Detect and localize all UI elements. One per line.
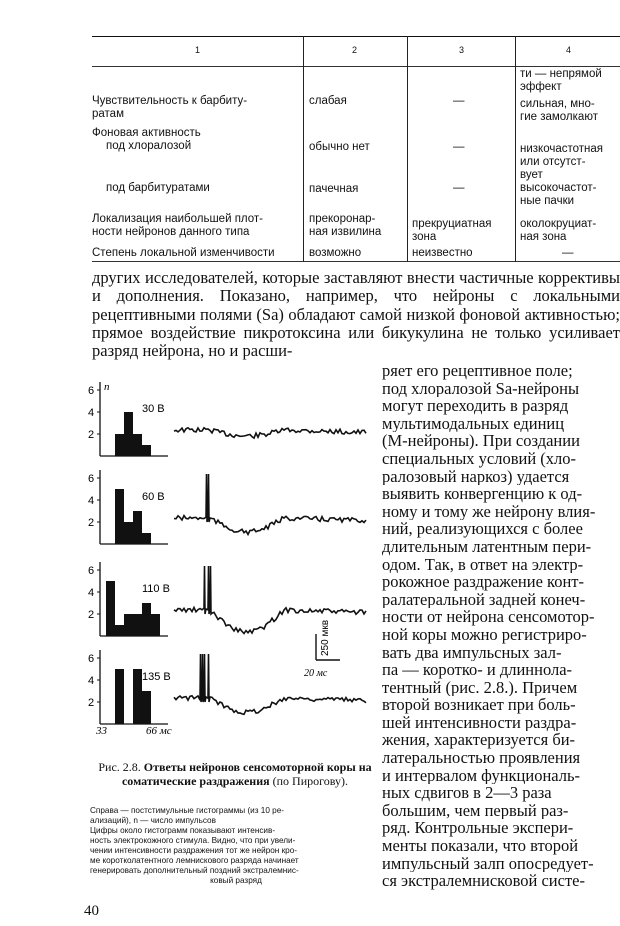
right-column-line: импульсный залп опосредует- xyxy=(382,854,594,873)
y-tick-label: 4 xyxy=(88,675,95,687)
y-tick-label: 2 xyxy=(88,517,95,529)
neural-response-trace xyxy=(174,654,366,714)
table-cell: околокруциат- ная зона xyxy=(520,218,597,243)
y-tick-label: 6 xyxy=(88,385,95,397)
y-axis-symbol: n xyxy=(104,381,110,393)
table-cell: пачечная xyxy=(309,183,359,195)
right-column-line: шей интенсивности раздра- xyxy=(382,713,577,732)
table-cell: прекоронар- ная извилина xyxy=(309,213,382,238)
voltage-label: 110 В xyxy=(142,583,170,595)
right-column-line: ралатеральной задней конеч- xyxy=(382,590,586,609)
right-column-line: (М-нейроны). При создании xyxy=(382,432,580,450)
table-cell: — xyxy=(453,95,465,107)
histogram-bar xyxy=(142,691,151,724)
right-column-line: ному и тому же нейрону влия- xyxy=(382,502,596,521)
figure-notes xyxy=(90,806,382,886)
right-column-line: одом. Так, в ответ на электр- xyxy=(382,555,584,574)
voltage-label: 60 В xyxy=(142,491,165,503)
histogram-bar xyxy=(142,445,151,456)
histogram-bar xyxy=(115,669,124,724)
table-header-3: 3 xyxy=(459,45,465,55)
caption-prefix: Рис. 2.8. xyxy=(98,760,141,774)
y-tick-label: 4 xyxy=(88,495,95,507)
histogram-bar xyxy=(151,614,160,636)
right-column-line: выявить конвергенцию к од- xyxy=(382,485,583,503)
right-column-line: длительным латентным пери- xyxy=(382,537,592,556)
right-column-line: и интервалом функциональ- xyxy=(382,766,581,785)
histogram-bar xyxy=(133,669,142,724)
table-cell: возможно xyxy=(309,247,362,259)
histogram-bar xyxy=(115,625,124,636)
right-column-line: жения, характеризуется би- xyxy=(382,731,576,750)
right-column-line: менты показали, что второй xyxy=(382,837,579,855)
table-cell: Фоновая активность под хлоралозой xyxy=(92,127,201,152)
histogram-bar xyxy=(124,522,133,544)
table-cell: высокочастот- ные пачки xyxy=(520,182,597,207)
histogram-bar xyxy=(133,614,142,636)
note-line: ализаций), n — число импульсов xyxy=(90,816,216,825)
table-cell: — xyxy=(453,182,465,194)
right-column-line: ряет его рецептивное поле; xyxy=(382,362,573,380)
note-line: ность электрокожного стимула. Видно, что при увели- xyxy=(90,836,296,845)
table-cell: неизвестно xyxy=(412,247,473,259)
table-cell: — xyxy=(562,247,574,259)
histogram-bar xyxy=(133,511,142,544)
figure-caption xyxy=(88,760,382,788)
note-line: генерировать дополнительный поздний экстралемнис- xyxy=(90,866,299,875)
voltage-label: 30 В xyxy=(142,403,165,415)
note-line: чении интенсивности раздражения тот же нейрон кро- xyxy=(90,846,298,855)
right-column-line: большим, чем первый раз- xyxy=(382,801,569,820)
note-line: ме коротколатентного лемнискового разряда начинает xyxy=(90,856,299,865)
neural-response-trace xyxy=(174,428,366,438)
table-cell: Чувствительность к барбиту- ратам xyxy=(92,95,248,120)
x-tick-left: 33 xyxy=(96,725,107,737)
y-tick-label: 4 xyxy=(88,407,95,419)
table-cell: ти — непрямой эффект xyxy=(520,68,602,93)
table-bottom-rule xyxy=(92,261,620,262)
note-line: Справа — постстимульные гистограммы (из 10 ре- xyxy=(90,806,284,815)
note-line: ковый разряд xyxy=(210,876,262,885)
table-cell: сильная, мно- гие замолкают xyxy=(520,98,598,123)
right-column-line: ралозовый наркоз) удается xyxy=(382,467,570,486)
histogram-bar xyxy=(124,412,133,456)
table-cell: Локализация наибольшей плот- ности нейронов данного типа xyxy=(92,213,264,238)
table-header-4: 4 xyxy=(566,45,572,55)
y-tick-label: 4 xyxy=(88,587,95,599)
page-number: 40 xyxy=(84,903,99,919)
y-tick-label: 2 xyxy=(88,609,95,621)
table-header-1: 1 xyxy=(195,45,201,55)
right-column-line: ся экстралемнисковой систе- xyxy=(382,872,585,890)
table-cell: прекруциатная зона xyxy=(412,218,492,243)
table-cell: обычно нет xyxy=(309,141,370,153)
right-column-line: ряд. Контрольные экспери- xyxy=(382,819,574,838)
right-column-line: ных сдвигов в 2—3 раза xyxy=(382,784,552,802)
y-tick-label: 2 xyxy=(88,697,95,709)
right-column-text xyxy=(382,362,620,890)
y-tick-label: 6 xyxy=(88,653,95,665)
histogram-bar xyxy=(115,489,124,544)
histogram-bar xyxy=(142,603,151,636)
scale-label-voltage: 250 мкв xyxy=(320,619,331,656)
x-tick-right: 66 мс xyxy=(146,725,172,737)
table-header-2: 2 xyxy=(352,45,358,55)
table-col-divider xyxy=(515,36,516,262)
right-column-line: ности от нейрона сенсомотор- xyxy=(382,608,595,626)
figure-2-8 xyxy=(78,378,378,740)
right-column-line: специальных условий (хло- xyxy=(382,449,577,468)
histogram-bar xyxy=(133,434,142,456)
histogram-bar xyxy=(106,581,115,636)
note-line: Цифры около гистограмм показывают интенсив- xyxy=(90,826,276,835)
body-paragraph: других исследователей, которые заставляют внести частичные коррективы и дополнения. Показано, например, что нейроны с локальными рецептивными полями (Sa) обладают самой низкой фоновой активностью; прямое воздействие пикротоксина или бикукулина не только усиливает разряд нейрона, но и расши- xyxy=(92,269,620,361)
y-tick-label: 2 xyxy=(88,429,95,441)
right-column-line: вать два импульсных зал- xyxy=(382,643,562,662)
table-col-divider xyxy=(407,36,408,262)
table-cell: Степень локальной изменчивости xyxy=(92,247,275,259)
histogram-bar xyxy=(115,434,124,456)
right-column-line: ной коры можно регистриро- xyxy=(382,625,587,644)
y-tick-label: 6 xyxy=(88,565,95,577)
right-column-line: мультимодальных единиц xyxy=(382,414,565,433)
right-column-line: тентный (рис. 2.8.). Причем xyxy=(382,678,578,697)
table-cell: низкочастотная или отсутст- вует xyxy=(520,143,604,181)
voltage-label: 135 В xyxy=(142,671,171,683)
scale-label-time: 20 мс xyxy=(304,668,328,679)
right-column-line: ний, реализующихся с более xyxy=(382,520,583,538)
table-top-rule xyxy=(92,36,620,37)
right-column-line: рокожное раздражение конт- xyxy=(382,573,584,591)
table-col-divider xyxy=(303,36,304,262)
table-cell: слабая xyxy=(309,95,347,107)
neural-response-trace xyxy=(174,474,366,534)
caption-suffix: (по Пирогову). xyxy=(272,774,348,788)
neural-response-trace xyxy=(174,566,366,634)
right-column-line: могут переходить в разряд xyxy=(382,397,569,415)
caption-title: Ответы нейронов сенсомоторной коры на соматические раздражения xyxy=(121,760,372,788)
table-cell: — xyxy=(453,141,465,153)
right-column-line: латеральностью проявления xyxy=(382,749,581,767)
y-tick-label: 6 xyxy=(88,473,95,485)
right-column-line: под хлоралозой Sa-нейроны xyxy=(382,379,580,398)
right-column-line: второй возникает при боль- xyxy=(382,696,576,714)
table-cell: под барбитуратами xyxy=(106,182,210,194)
table-header-rule xyxy=(92,66,620,67)
right-column-line: па — коротко- и длиннола- xyxy=(382,661,573,679)
histogram-bar xyxy=(124,614,133,636)
histogram-bar xyxy=(142,533,151,544)
